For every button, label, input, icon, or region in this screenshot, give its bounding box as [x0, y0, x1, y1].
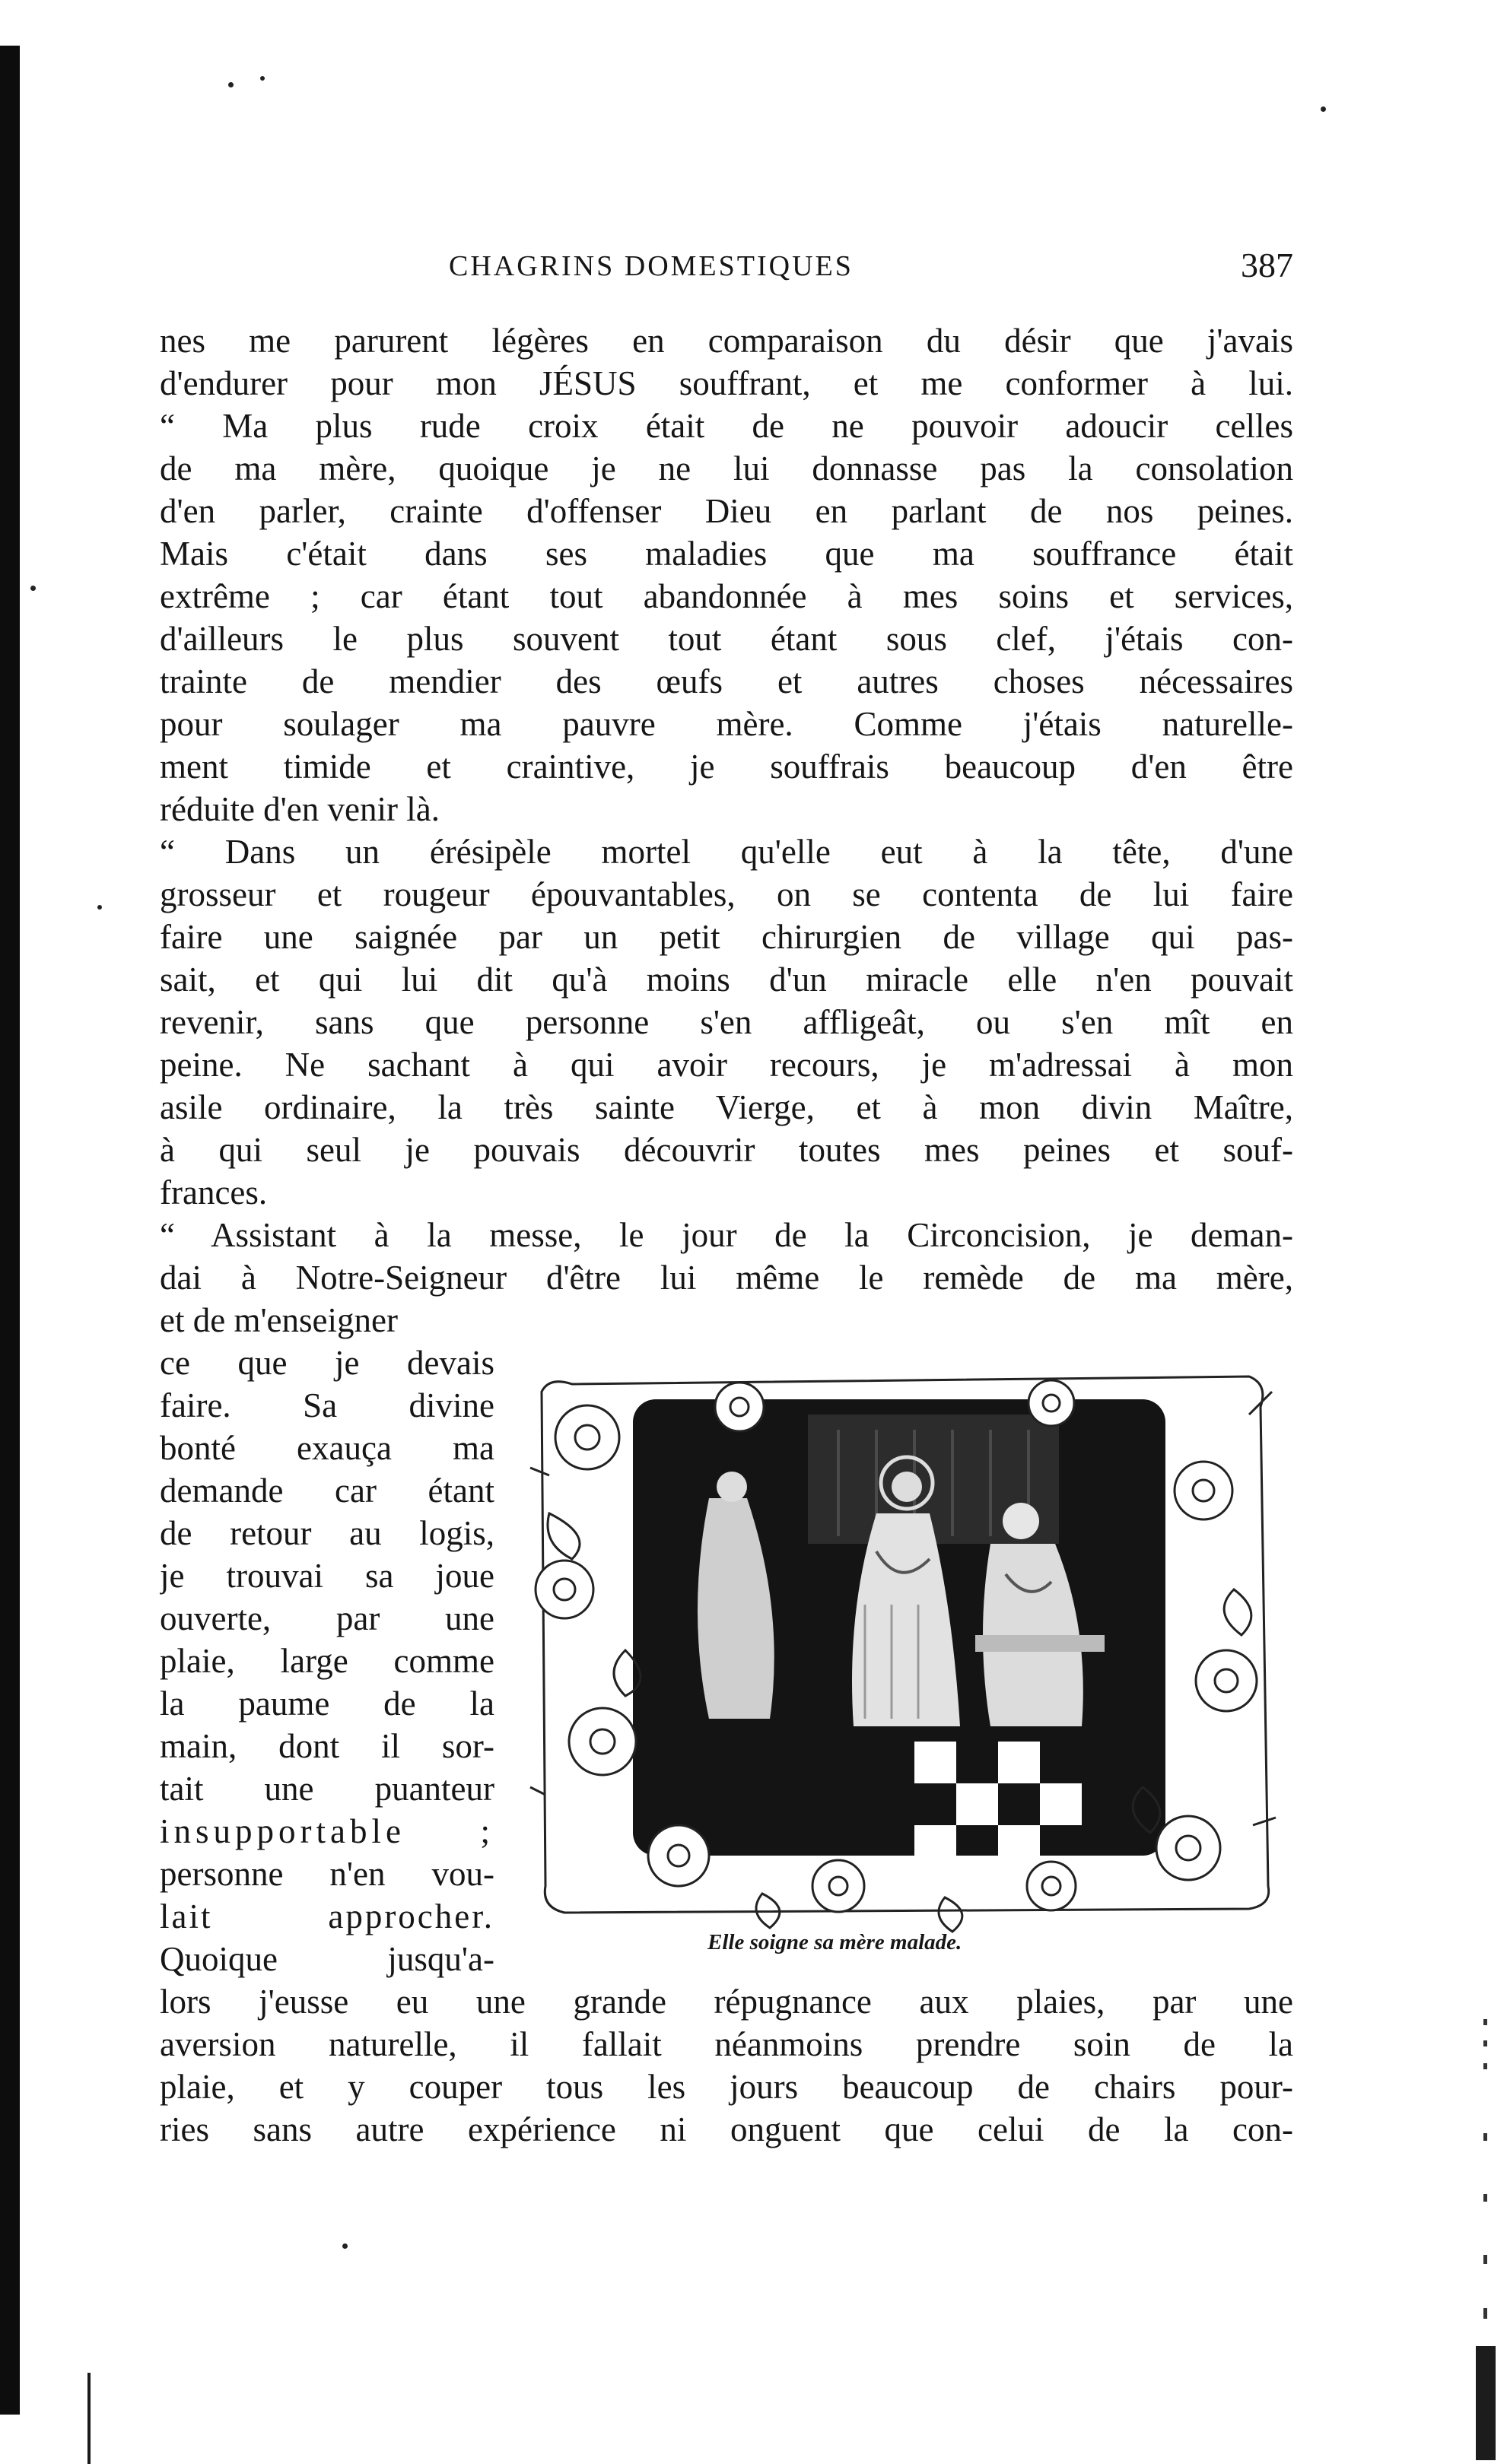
text-line: ce que je devais: [160, 1344, 494, 1382]
text-line: “ Assistant à la messe, le jour de la Circoncision, je deman-: [160, 1216, 1293, 1254]
text-line: trainte de mendier des œufs et autres choses nécessaires: [160, 662, 1293, 700]
text-line: faire. Sa divine: [160, 1386, 494, 1424]
text-line: demande car étant: [160, 1472, 494, 1510]
text-line: la paume de la: [160, 1684, 494, 1723]
text-line: plaie, large comme: [160, 1642, 494, 1680]
engraving-illustration: [519, 1361, 1280, 1939]
text-line: main, dont il sor-: [160, 1727, 494, 1765]
text-line: nes me parurent légères en comparaison du désir que j'avais: [160, 322, 1293, 360]
text-line: aversion naturelle, il fallait néanmoins prendre soin de la: [160, 2025, 1293, 2063]
text-line: dai à Notre-Seigneur d'être lui même le remède de ma mère,: [160, 1259, 1293, 1297]
text-line: grosseur et rougeur épouvantables, on se contenta de lui faire: [160, 875, 1293, 913]
text-line: revenir, sans que personne s'en affligeât, ou s'en mît en: [160, 1003, 1293, 1041]
text-line: réduite d'en venir là.: [160, 790, 440, 828]
text-line: ment timide et craintive, je souffrais beaucoup d'en être: [160, 748, 1293, 786]
paper-speck: [260, 76, 265, 81]
text-line: lors j'eusse eu une grande répugnance aux plaies, par une: [160, 1983, 1293, 2021]
text-line: asile ordinaire, la très sainte Vierge, et à mon divin Maître,: [160, 1088, 1293, 1126]
page-edge-mark: [87, 2373, 91, 2464]
text-line: ries sans autre expérience ni onguent que celui de la con-: [160, 2110, 1293, 2148]
text-line: lait approcher.: [160, 1897, 494, 1935]
text-line: à qui seul je pouvais découvrir toutes mes peines et souf-: [160, 1131, 1293, 1169]
text-line: extrême ; car étant tout abandonnée à mes soins et services,: [160, 577, 1293, 615]
paper-speck: [342, 2243, 348, 2249]
page-edge-dashes: [1474, 2019, 1497, 2460]
page-number: 387: [1241, 246, 1293, 284]
text-line: et de m'enseigner: [160, 1301, 398, 1339]
text-line: de ma mère, quoique je ne lui donnasse pas la consolation: [160, 449, 1293, 487]
text-line: Mais c'était dans ses maladies que ma souffrance était: [160, 535, 1293, 573]
text-line: je trouvai sa joue: [160, 1557, 494, 1595]
text-line: frances.: [160, 1173, 268, 1211]
text-line: d'en parler, crainte d'offenser Dieu en parlant de nos peines.: [160, 492, 1293, 530]
paper-speck: [228, 82, 234, 87]
text-line: pour soulager ma pauvre mère. Comme j'étais naturelle-: [160, 705, 1293, 743]
text-line: bonté exauça ma: [160, 1429, 494, 1467]
text-line: tait une puanteur: [160, 1770, 494, 1808]
book-spine-shadow: [0, 46, 20, 2415]
text-line: ouverte, par une: [160, 1599, 494, 1637]
paper-speck: [30, 586, 36, 591]
paper-speck: [97, 905, 102, 910]
text-line: personne n'en vou-: [160, 1855, 494, 1893]
figure-caption: Elle soigne sa mère malade.: [707, 1930, 962, 1954]
engraving-art: [519, 1361, 1280, 1939]
text-line: peine. Ne sachant à qui avoir recours, je m'adressai à mon: [160, 1046, 1293, 1084]
text-line: “ Ma plus rude croix était de ne pouvoir adoucir celles: [160, 407, 1293, 445]
text-line: “ Dans un érésipèle mortel qu'elle eut à la tête, d'une: [160, 833, 1293, 871]
running-head: CHAGRINS DOMESTIQUES: [449, 250, 854, 282]
text-line: de retour au logis,: [160, 1514, 494, 1552]
text-line: insupportable ;: [160, 1812, 494, 1850]
page-header: [160, 245, 1293, 298]
paper-speck: [1321, 106, 1326, 112]
text-line: plaie, et y couper tous les jours beaucoup de chairs pour-: [160, 2068, 1293, 2106]
text-line: d'endurer pour mon JÉSUS souffrant, et me conformer à lui.: [160, 364, 1293, 402]
text-line: Quoique jusqu'a-: [160, 1940, 494, 1978]
text-line: sait, et qui lui dit qu'à moins d'un miracle elle n'en pouvait: [160, 961, 1293, 999]
text-line: faire une saignée par un petit chirurgien de village qui pas-: [160, 918, 1293, 956]
text-line: d'ailleurs le plus souvent tout étant sous clef, j'étais con-: [160, 620, 1293, 658]
